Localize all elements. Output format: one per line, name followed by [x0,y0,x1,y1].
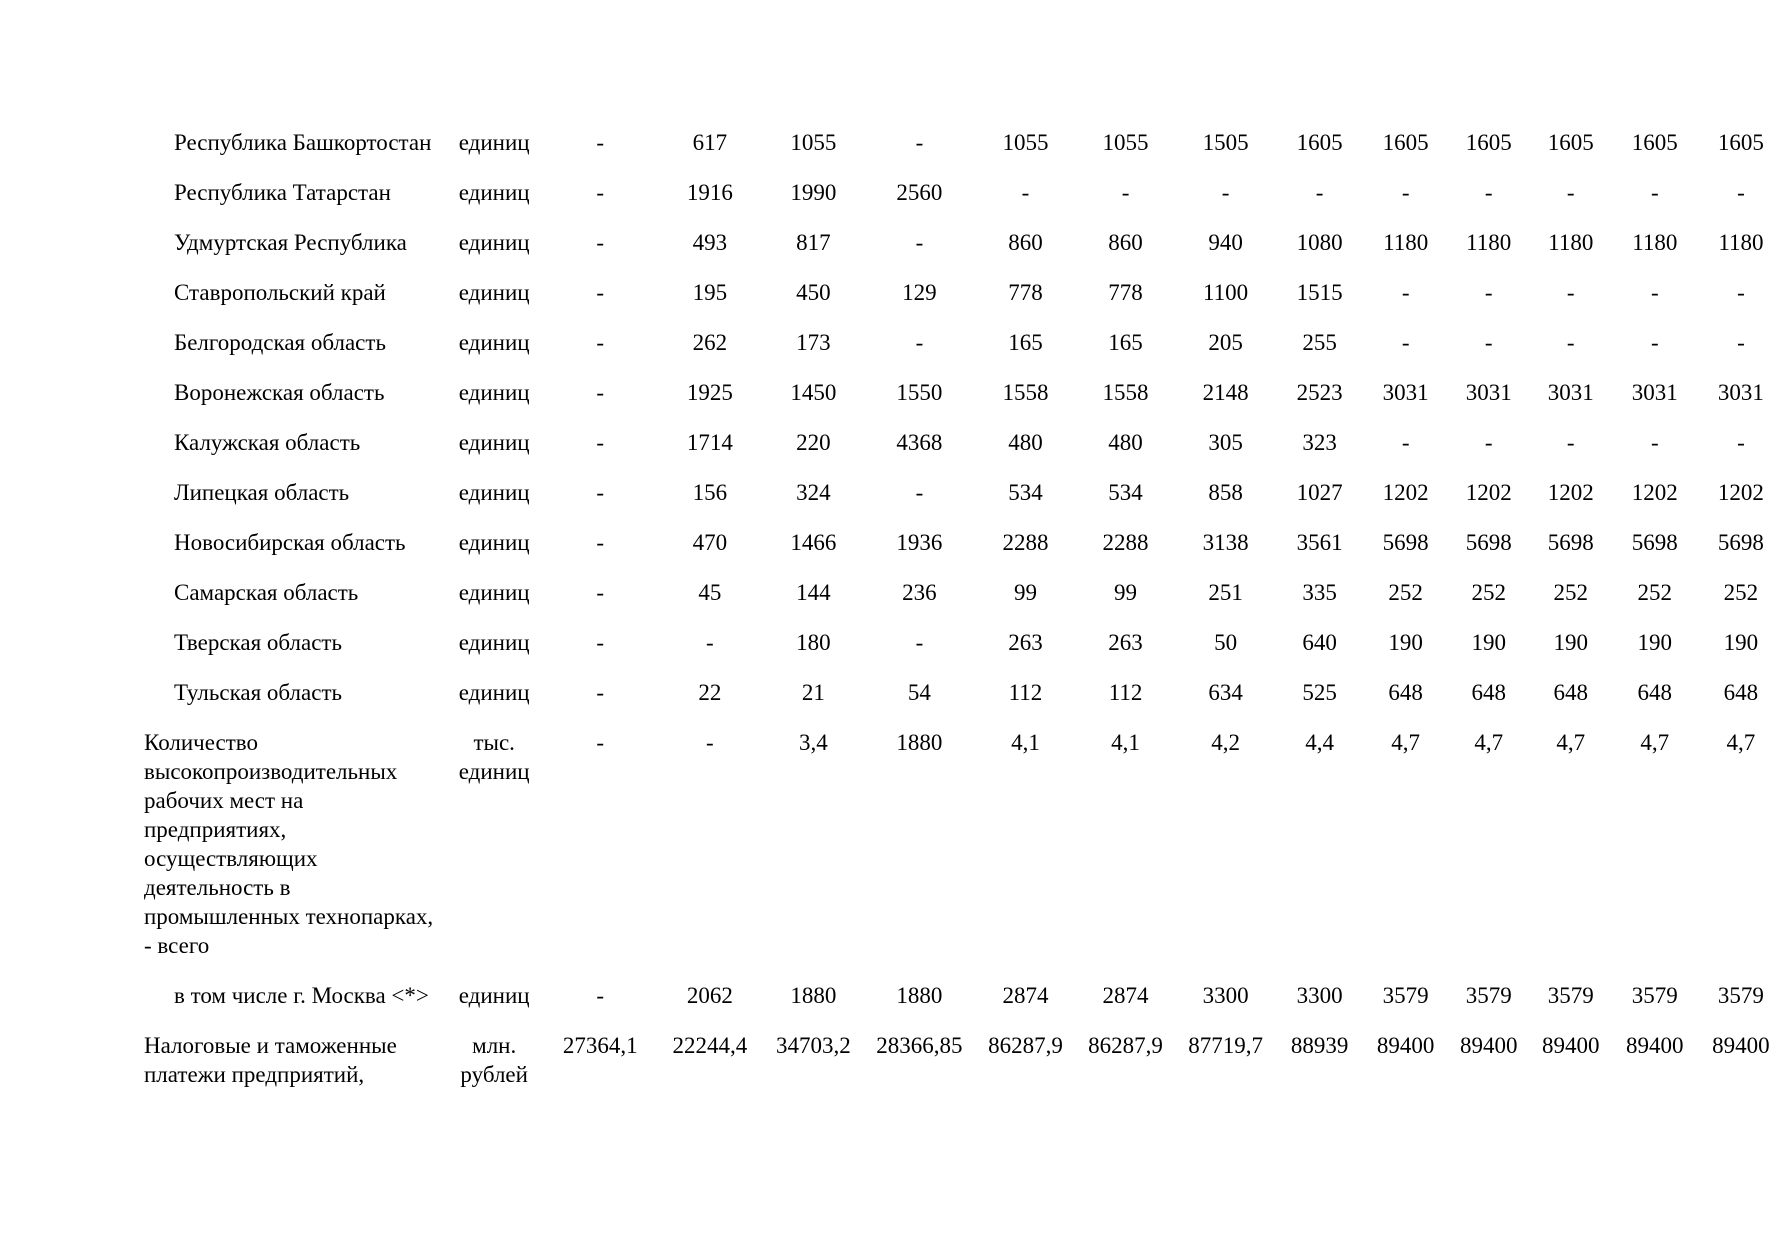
row-unit: единиц [458,530,530,555]
row-unit: единиц [458,480,530,505]
value-cell: 778 [1108,280,1143,305]
value-cell: 1505 [1202,130,1249,155]
value-cell: 1100 [1202,280,1249,305]
table-row [144,428,1784,478]
table-row [144,1031,1784,1110]
value-cell: 22244,4 [672,1033,748,1058]
table-row [144,528,1784,578]
row-unit: единиц [458,130,530,155]
value-cell: 87719,7 [1188,1033,1263,1058]
value-cell: 1605 [1296,130,1343,155]
value-cell: 252 [1471,580,1506,605]
value-cell: 1605 [1382,130,1429,155]
value-cell: - [1401,330,1410,355]
value-cell: 1714 [686,430,733,455]
row-name: Белгородская область [174,330,386,355]
value-cell: 54 [907,680,931,705]
value-cell: 1466 [790,530,837,555]
value-cell: 1916 [686,180,733,205]
value-cell: 165 [1008,330,1043,355]
value-cell: 144 [796,580,831,605]
row-unit: единиц [458,580,530,605]
value-cell: 4368 [896,430,943,455]
value-cell: - [596,430,605,455]
value-cell: 2062 [686,983,733,1008]
value-cell: 2523 [1296,380,1343,405]
value-cell: 1202 [1547,480,1594,505]
value-cell: 5698 [1547,530,1594,555]
value-cell: 1558 [1002,380,1049,405]
value-cell: 89400 [1376,1033,1435,1058]
value-cell: - [596,630,605,655]
value-cell: 4,2 [1211,730,1240,755]
value-cell: 534 [1108,480,1143,505]
value-cell: 50 [1214,630,1238,655]
value-cell: 858 [1208,480,1243,505]
value-cell: 5698 [1631,530,1678,555]
value-cell: 534 [1008,480,1043,505]
value-cell: 112 [1008,680,1043,705]
table-row [144,678,1784,728]
value-cell: 1055 [1102,130,1149,155]
value-cell: - [1484,280,1493,305]
row-name: Новосибирская область [174,530,406,555]
value-cell: 3031 [1465,380,1512,405]
value-cell: 1880 [790,983,837,1008]
value-cell: 190 [1471,630,1506,655]
value-cell: 27364,1 [562,1033,638,1058]
value-cell: 252 [1553,580,1588,605]
table-row [144,578,1784,628]
value-cell: 2874 [1002,983,1049,1008]
value-cell: - [596,230,605,255]
value-cell: 1202 [1465,480,1512,505]
value-cell: - [1484,430,1493,455]
row-unit: единиц [458,630,530,655]
value-cell: 1180 [1632,230,1678,255]
value-cell: 89400 [1542,1033,1600,1058]
value-cell: - [596,480,605,505]
value-cell: 5698 [1717,530,1764,555]
value-cell: 470 [692,530,728,555]
value-cell: - [1315,180,1324,205]
value-cell: 634 [1208,680,1243,705]
table-row [144,128,1784,178]
value-cell: - [915,480,924,505]
value-cell: 180 [796,630,831,655]
value-cell: 4,7 [1640,730,1670,755]
value-cell: 2288 [1102,530,1149,555]
value-cell: 640 [1302,630,1337,655]
value-cell: 252 [1637,580,1673,605]
value-cell: 88939 [1290,1033,1349,1058]
value-cell: 1925 [686,380,733,405]
value-cell: - [596,983,605,1008]
value-cell: 86287,9 [988,1033,1063,1058]
value-cell: 1605 [1717,130,1764,155]
value-cell: - [1737,280,1745,305]
value-cell: 2560 [896,180,943,205]
value-cell: 493 [692,230,728,255]
row-unit: единиц [458,380,530,405]
value-cell: 1180 [1718,230,1764,255]
value-cell: 190 [1388,630,1423,655]
value-cell: 252 [1723,580,1759,605]
row-unit: единиц [458,180,530,205]
value-cell: 156 [692,480,728,505]
value-cell: 450 [796,280,831,305]
value-cell: - [1484,330,1493,355]
row-name: Удмуртская Республика [174,230,407,255]
value-cell: 1558 [1102,380,1149,405]
value-cell: 525 [1302,680,1337,705]
row-name: Количество высокопроизводительных рабочих мест на предприятиях, осуществляющих деятельность в промышленных технопарках, - всего [144,730,434,958]
table-row [144,178,1784,228]
value-cell: 1055 [790,130,837,155]
value-cell: - [1566,180,1575,205]
value-cell: - [1737,180,1745,205]
value-cell: 2288 [1002,530,1049,555]
value-cell: - [915,230,924,255]
value-cell: 1990 [790,180,837,205]
value-cell: - [596,180,605,205]
value-cell: 190 [1637,630,1673,655]
row-name: Республика Татарстан [174,180,391,205]
value-cell: 45 [698,580,722,605]
value-cell: - [705,630,714,655]
value-cell: - [1650,280,1659,305]
row-unit: единиц [458,430,530,455]
value-cell: 3300 [1296,983,1343,1008]
value-cell: 86287,9 [1088,1033,1163,1058]
value-cell: 1180 [1383,230,1429,255]
value-cell: 255 [1302,330,1337,355]
value-cell: - [1221,180,1230,205]
row-name: Самарская область [174,580,359,605]
row-unit: единиц [458,280,530,305]
value-cell: - [596,580,605,605]
value-cell: 817 [796,230,831,255]
value-cell: 480 [1108,430,1143,455]
table-row [144,981,1784,1031]
row-name: Тверская область [174,630,342,655]
table-row [144,378,1784,428]
value-cell: 99 [1114,580,1138,605]
value-cell: - [596,330,605,355]
table-row [144,328,1784,378]
value-cell: 2874 [1102,983,1149,1008]
value-cell: 1550 [896,380,943,405]
value-cell: - [915,630,924,655]
value-cell: - [596,680,605,705]
value-cell: 3579 [1631,983,1678,1008]
value-cell: 1936 [896,530,943,555]
value-cell: 165 [1108,330,1143,355]
value-cell: 1080 [1296,230,1343,255]
row-unit: единиц [458,230,530,255]
value-cell: 1055 [1002,130,1049,155]
value-cell: 205 [1208,330,1243,355]
value-cell: 190 [1553,630,1588,655]
row-unit: единиц [458,983,530,1008]
value-cell: - [1484,180,1493,205]
value-cell: 3031 [1717,380,1764,405]
value-cell: 28366,85 [876,1033,963,1058]
value-cell: 89400 [1712,1033,1770,1058]
row-unit: млн. рублей [460,1033,528,1087]
value-cell: 4,7 [1726,730,1756,755]
value-cell: 3031 [1547,380,1594,405]
value-cell: 1880 [896,730,943,755]
value-cell: 4,4 [1305,730,1334,755]
value-cell: - [596,730,605,755]
value-cell: 1605 [1465,130,1512,155]
value-cell: - [596,130,605,155]
table-row [144,228,1784,278]
row-name: Республика Башкортостан [174,130,432,155]
value-cell: 648 [1637,680,1673,705]
value-cell: 4,1 [1011,730,1040,755]
value-cell: 3300 [1202,983,1249,1008]
value-cell: 34703,2 [775,1033,851,1058]
row-unit: единиц [458,680,530,705]
value-cell: - [596,380,605,405]
value-cell: 1202 [1717,480,1764,505]
value-cell: 1605 [1631,130,1678,155]
value-cell: - [705,730,714,755]
data-table [144,128,1784,1110]
value-cell: 173 [796,330,831,355]
value-cell: 89400 [1626,1033,1684,1058]
value-cell: 3579 [1465,983,1512,1008]
value-cell: - [1121,180,1130,205]
value-cell: 262 [692,330,728,355]
value-cell: 1202 [1382,480,1429,505]
value-cell: 324 [796,480,831,505]
value-cell: - [1737,430,1745,455]
value-cell: - [1650,330,1659,355]
value-cell: 5698 [1382,530,1429,555]
value-cell: 648 [1388,680,1423,705]
value-cell: 4,7 [1391,730,1421,755]
row-name: Калужская область [174,430,361,455]
value-cell: 22 [698,680,722,705]
value-cell: 323 [1302,430,1337,455]
value-cell: - [1401,430,1410,455]
value-cell: 1450 [790,380,837,405]
value-cell: 4,7 [1556,730,1586,755]
value-cell: 940 [1208,230,1243,255]
value-cell: 251 [1208,580,1243,605]
table-row [144,478,1784,528]
row-name: Ставропольский край [174,280,386,305]
value-cell: 617 [692,130,728,155]
value-cell: 648 [1471,680,1506,705]
value-cell: - [1566,430,1575,455]
value-cell: - [1021,180,1030,205]
value-cell: 3031 [1382,380,1429,405]
value-cell: 305 [1208,430,1243,455]
value-cell: 1027 [1296,480,1343,505]
row-unit: единиц [458,330,530,355]
value-cell: 129 [902,280,937,305]
table-body [144,128,1784,1110]
row-name: Налоговые и таможенные платежи предприятий, [144,1033,397,1087]
value-cell: 3031 [1631,380,1678,405]
value-cell: 263 [1108,630,1143,655]
value-cell: 3579 [1547,983,1594,1008]
value-cell: - [1566,330,1575,355]
value-cell: - [1401,280,1410,305]
value-cell: 220 [796,430,831,455]
value-cell: 3,4 [798,730,828,755]
value-cell: 1605 [1547,130,1594,155]
table-row [144,728,1784,981]
value-cell: - [1650,180,1659,205]
value-cell: - [1737,330,1745,355]
value-cell: - [915,330,924,355]
value-cell: 648 [1553,680,1588,705]
value-cell: 99 [1013,580,1037,605]
value-cell: 1202 [1631,480,1678,505]
value-cell: 4,1 [1111,730,1140,755]
row-name: в том числе г. Москва <*> [174,983,429,1008]
value-cell: 89400 [1459,1033,1518,1058]
value-cell: 263 [1008,630,1043,655]
value-cell: - [915,130,924,155]
table-row [144,628,1784,678]
table-row [144,278,1784,328]
value-cell: 195 [692,280,728,305]
value-cell: 335 [1302,580,1337,605]
value-cell: 2148 [1202,380,1249,405]
value-cell: 1880 [896,983,943,1008]
value-cell: - [1401,180,1410,205]
value-cell: 648 [1723,680,1759,705]
value-cell: - [596,280,605,305]
value-cell: 4,7 [1474,730,1504,755]
value-cell: 1180 [1548,230,1594,255]
row-name: Липецкая область [174,480,350,505]
value-cell: 3561 [1296,530,1343,555]
value-cell: - [596,530,605,555]
value-cell: 112 [1108,680,1143,705]
value-cell: 860 [1108,230,1143,255]
value-cell: 252 [1388,580,1423,605]
value-cell: 21 [801,680,825,705]
value-cell: 5698 [1465,530,1512,555]
value-cell: 3138 [1202,530,1249,555]
value-cell: 1180 [1466,230,1512,255]
value-cell: - [1566,280,1575,305]
value-cell: 778 [1008,280,1043,305]
value-cell: 236 [902,580,937,605]
row-name: Тульская область [174,680,342,705]
row-unit: тыс. единиц [458,730,530,784]
value-cell: 3579 [1382,983,1429,1008]
value-cell: 3579 [1717,983,1764,1008]
value-cell: 480 [1008,430,1043,455]
row-name: Воронежская область [174,380,385,405]
value-cell: 1515 [1296,280,1343,305]
value-cell: - [1650,430,1659,455]
value-cell: 860 [1008,230,1043,255]
value-cell: 190 [1723,630,1759,655]
